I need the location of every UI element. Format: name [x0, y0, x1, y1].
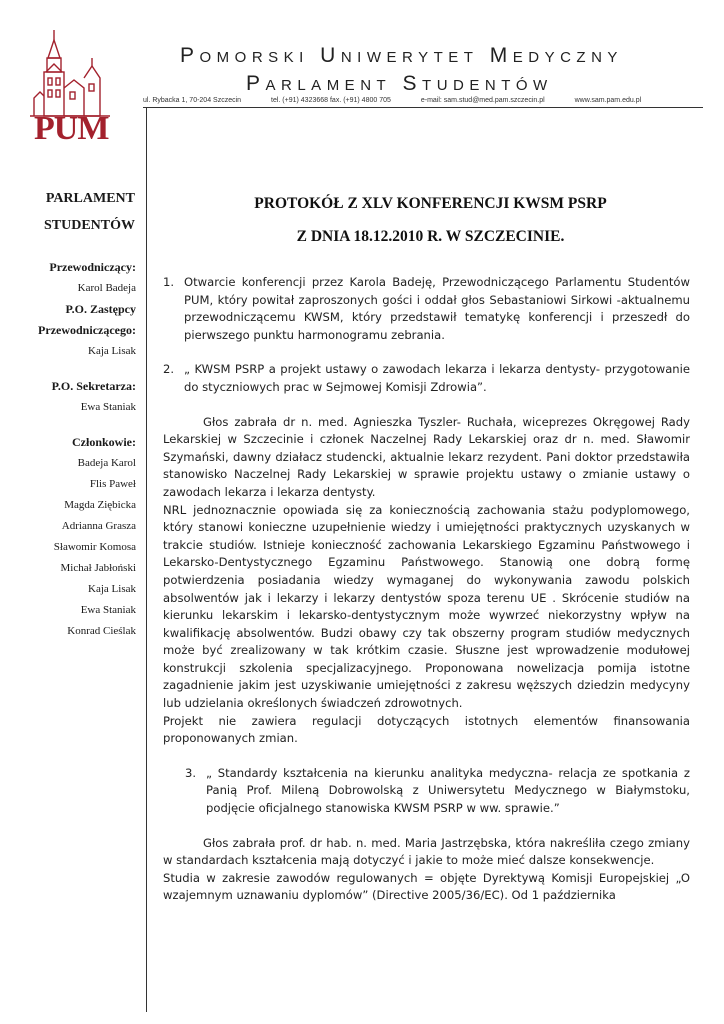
- pum-logo: [30, 28, 112, 146]
- website-link[interactable]: www.sam.pam.edu.pl: [574, 97, 642, 104]
- agenda-item-2: [163, 361, 690, 396]
- document-title-1: PROTOKÓŁ Z XLV KONFERENCJI KWSM PSRP: [254, 195, 607, 212]
- castle-tower-icon: [30, 28, 112, 118]
- item-text: „ Standardy kształcenia na kierunku analityka medyczna- relacja ze spotkania z Panią Prof. Mileną Dobrowolską z Uniwersytetu Medycznego w Białymstoku, podjęcie oficjalnego stanowiska KWSM PSRP w ww. sprawie.”: [206, 765, 690, 816]
- email-link[interactable]: e-mail: sam.stud@med.pam.szczecin.pl: [420, 97, 545, 104]
- header-divider: [143, 107, 703, 108]
- address: ul. Rybacka 1, 70-204 Szczecin: [143, 97, 242, 104]
- document-title-2: Z DNIA 18.12.2010 R. W SZCZECINIE.: [296, 228, 565, 245]
- university-name: Pomorski Uniwerytet Medyczny: [180, 44, 623, 67]
- paragraph: Projekt nie zawiera regulacji dotyczących istotnych elementów finansowania proponowanych zmian.: [163, 713, 690, 746]
- agenda-item-1: [163, 274, 690, 344]
- contact-line: [143, 97, 669, 104]
- item-number: 3.: [185, 765, 197, 780]
- chair-name: Karol Badeja: [77, 282, 136, 294]
- member-name: Michał Jabłoński: [60, 562, 136, 574]
- deputy-label-1: P.O. Zastępcy: [65, 302, 136, 316]
- sidebar-title-2: STUDENTÓW: [43, 218, 135, 233]
- deputy-name: Kaja Lisak: [88, 345, 136, 357]
- deputy-label-2: Przewodniczącego:: [38, 323, 136, 337]
- document-body: [163, 187, 690, 905]
- item-number: 1.: [163, 275, 175, 289]
- paragraph: Głos zabrała dr n. med. Agnieszka Tyszler- Ruchała, wiceprezes Okręgowej Rady Lekarskiej w Szczecinie i członek Naczelnej Rady Lekarskiej oraz dr n. med. Sławomir Szymański, dawny działacz studencki, aktualnie lekarz rezydent. Pani doktor przedstawiła stanowisko Naczelnej Rady Lekarskiej w sprawie projektu ustawy o zmianie ustawy o zawodach lekarza i lekarza dentysty.: [163, 414, 690, 499]
- phone: tel. (+91) 4323668 fax. (+91) 4800 705: [271, 97, 391, 104]
- member-name: Flis Paweł: [89, 478, 136, 490]
- sidebar-title-1: PARLAMENT: [45, 191, 135, 206]
- member-name: Badeja Karol: [77, 457, 136, 469]
- member-name: Ewa Staniak: [80, 604, 136, 616]
- item-number: 2.: [163, 362, 175, 377]
- paragraph: NRL jednoznacznie opowiada się za koniecznością zachowania stażu podyplomowego, który stanowi konieczne uzupełnienie wiedzy i umiejętności praktycznych uzyskanych w trakcie studiów. Istnieje konieczność zachowania Lekarskiego Egzaminu Państwowego i Lekarsko-Dentystycznego Egzaminu Państwowego. Stanowią one dobrą formę potwierdzenia posiadania wiedzy wymaganej do wykonywania zawodu polskich absolwentów jak i lekarzy i lekarzy dentystów spoza terenu UE . Skrócenie studiów na kierunku lekarskim i lekarsko-dentystycznym może wywrzeć niekorzystny wpływ na kwalifikację absolwentów. Budzi obawy czy tak obszerny program studiów medycznych może być zrealizowany w tak krótkim czasie. Słuszne jest wprowadzenie modułowej konstrukcji szkolenia specjalizacyjnego. Proponowana nowelizacja pomija istotne zagadnienie jakim jest uzyskiwanie umiejętności z zakresu węższych dziedzin medycyny lub udzielania określonych świadczeń zdrowotnych.: [163, 502, 690, 711]
- secretary-label: P.O. Sekretarza:: [51, 379, 136, 393]
- sidebar-divider: [146, 107, 147, 1012]
- member-name: Sławomir Komosa: [53, 541, 136, 553]
- sidebar: [0, 185, 136, 642]
- member-name: Kaja Lisak: [88, 583, 136, 595]
- paragraph: Głos zabrała prof. dr hab. n. med. Maria Jastrzębska, która nakreśliła czego zmiany w standardach kształcenia mają dotyczyć i jakie to może mieć dalsze konsekwencje.: [163, 835, 690, 868]
- chair-label: Przewodniczący:: [49, 260, 136, 274]
- member-name: Konrad Cieślak: [67, 625, 136, 637]
- paragraph: Studia w zakresie zawodów regulowanych = objęte Dyrektywą Komisji Europejskiej „O wzajemnym uznawaniu dyplomów” (Directive 2005/36/EC). Od 1 października: [163, 870, 690, 903]
- secretary-name: Ewa Staniak: [80, 401, 136, 413]
- member-name: Magda Ziębicka: [64, 499, 136, 511]
- members-label: Członkowie:: [72, 435, 136, 449]
- item-text: „ KWSM PSRP a projekt ustawy o zawodach lekarza i lekarza dentysty- przygotowanie do styczniowych prac w Sejmowej Komisji Zdrowia”.: [184, 362, 690, 394]
- item-text: Otwarcie konferencji przez Karola Badeję, Przewodniczącego Parlamentu Studentów PUM, który powitał zaproszonych gości i oddał głos Sebastaniowi Sirkowi -aktualnemu przewodniczącemu KWSM, który przedstawił tematykę konferencji i przeszedł do pierwszego punktu harmonogramu zebrania.: [184, 275, 690, 342]
- parliament-name: Parlament Studentów: [246, 72, 553, 95]
- agenda-item-3: [163, 765, 690, 818]
- logo-text: PUM: [34, 110, 109, 147]
- member-name: Adrianna Grasza: [61, 520, 136, 532]
